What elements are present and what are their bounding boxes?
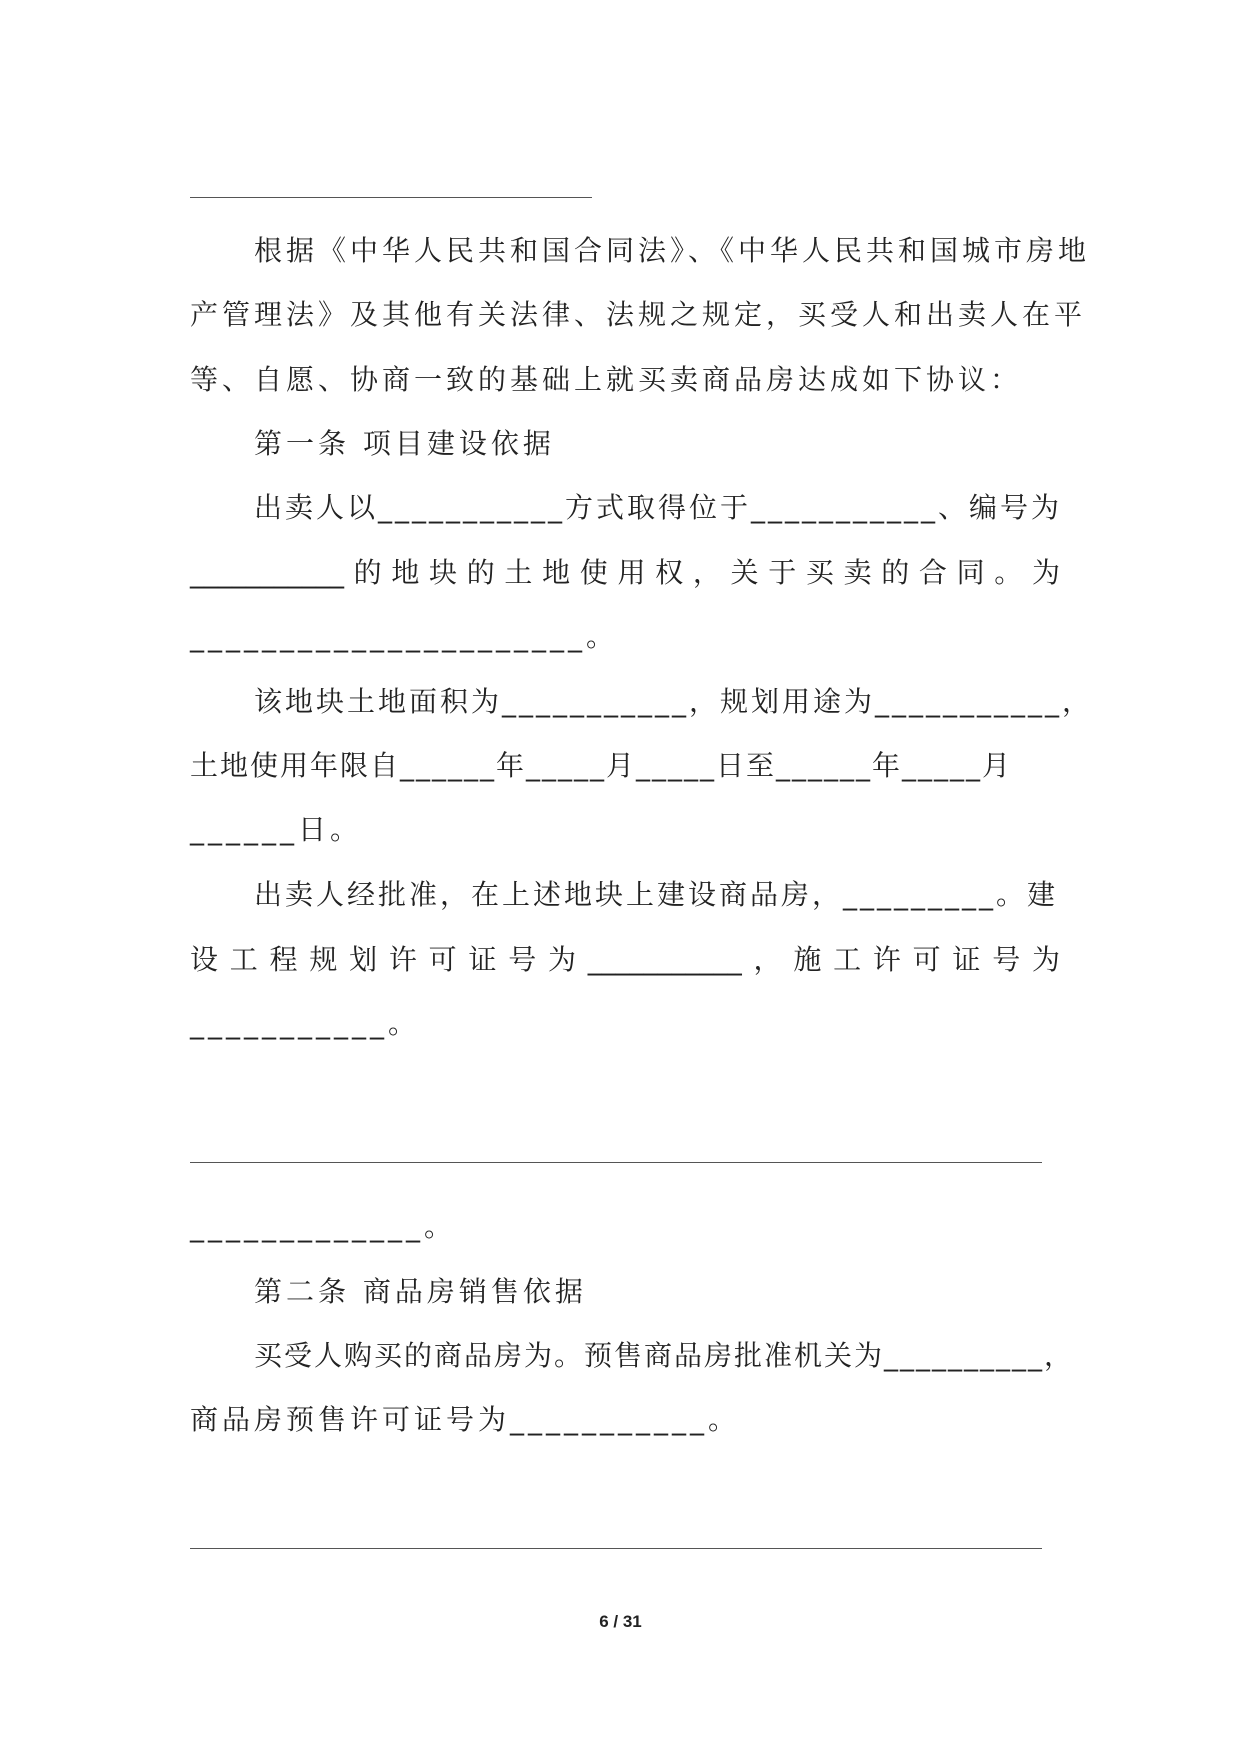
long-underline bbox=[190, 1162, 1042, 1163]
paragraph-line: ___________的地块的土地使用权，关于买卖的合同。为 bbox=[190, 556, 1060, 589]
paragraph-line: _____________。 bbox=[190, 1210, 457, 1243]
paragraph-line: 出卖人经批准，在上述地块上建设商品房，_________。建 bbox=[254, 878, 1059, 911]
paragraph-line: ______________________。 bbox=[190, 620, 619, 653]
article-heading: 第二条 商品房销售依据 bbox=[254, 1275, 587, 1308]
paragraph-line: 土地使用年限自______年_____月_____日至______年_____月 bbox=[190, 749, 1013, 782]
paragraph-line: 设工程规划许可证号为___________，施工许可证号为 bbox=[190, 943, 1060, 976]
paragraph-line: 出卖人以___________方式取得位于___________、编号为 bbox=[254, 491, 1063, 524]
paragraph-line: ___________。 bbox=[190, 1007, 421, 1040]
long-underline bbox=[190, 1548, 1042, 1549]
paragraph-line: 等、自愿、协商一致的基础上就买卖商品房达成如下协议： bbox=[190, 363, 1023, 396]
paragraph-line: 买受人购买的商品房为。预售商品房批准机关为__________， bbox=[254, 1339, 1075, 1372]
page-number: 6 / 31 bbox=[599, 1612, 642, 1631]
paragraph-line: 该地块土地面积为___________，规划用途为___________， bbox=[254, 685, 1094, 718]
paragraph-line: 商品房预售许可证号为___________。 bbox=[190, 1403, 741, 1436]
paragraph-line: 产管理法》及其他有关法律、法规之规定，买受人和出卖人在平 bbox=[190, 298, 1087, 331]
paragraph-line: 根据《中华人民共和国合同法》、《中华人民共和国城市房地 bbox=[254, 234, 1091, 267]
paragraph-line: ______日。 bbox=[190, 813, 363, 846]
article-heading: 第一条 项目建设依据 bbox=[254, 427, 555, 460]
top-underline bbox=[190, 197, 592, 198]
